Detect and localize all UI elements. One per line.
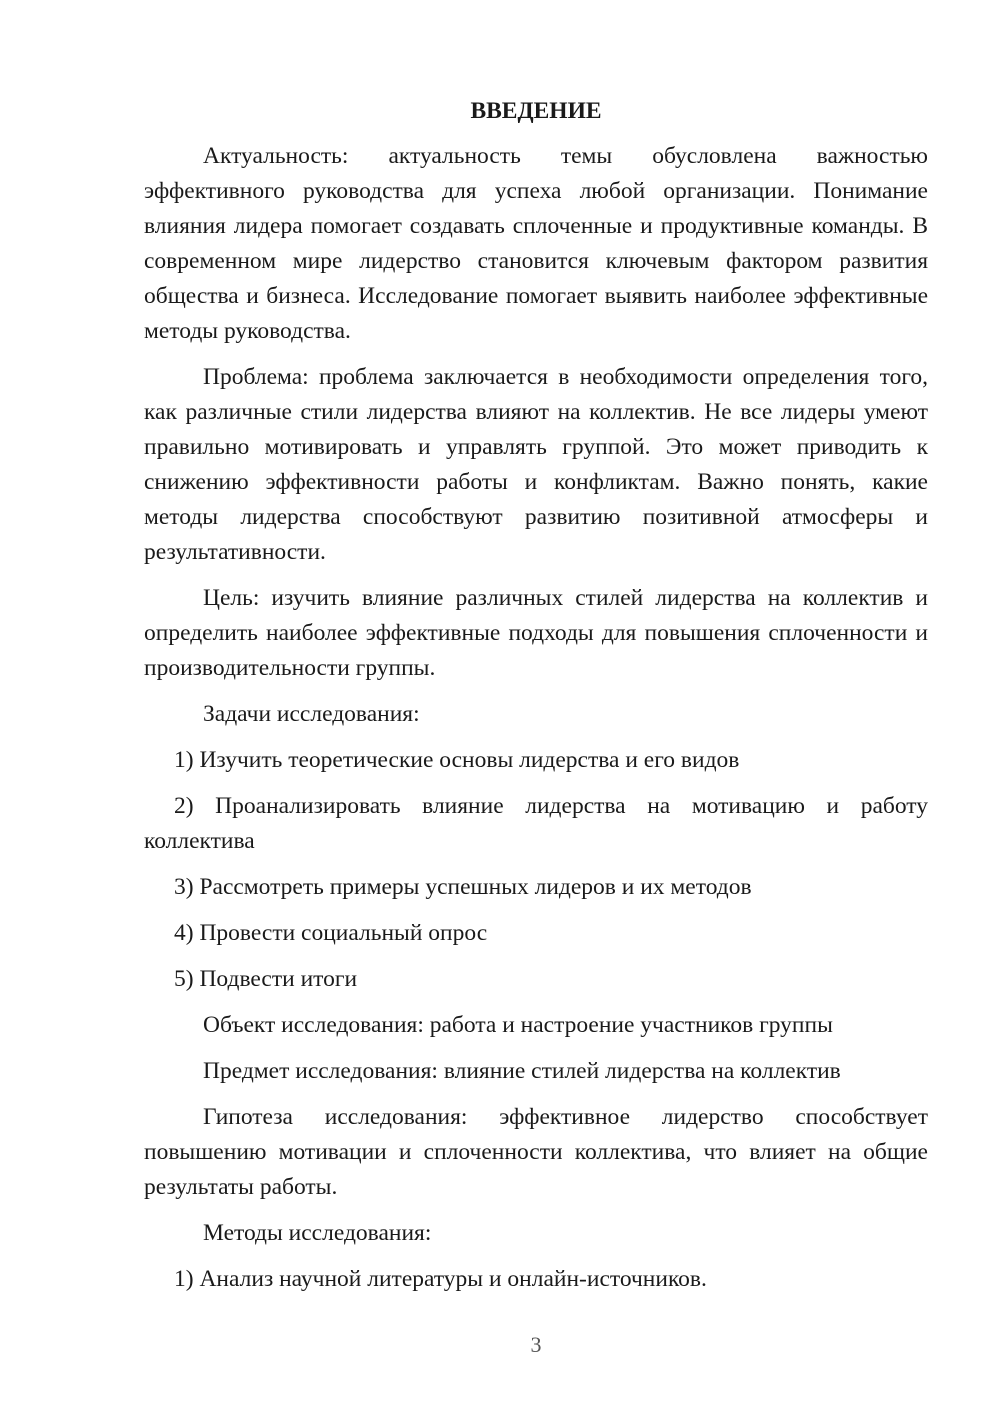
methods-heading: Методы исследования: [203, 1220, 432, 1246]
task-item-2: 2) Проанализировать влияние лидерства на мотивацию и работу коллектива [144, 793, 928, 854]
page-title: ВВЕДЕНИЕ [470, 98, 602, 124]
hypothesis-paragraph: Гипотеза исследования: эффективное лидерство способствует повышению мотивации и сплоченности коллектива, что влияет на общие результаты работы. [144, 1104, 928, 1200]
tasks-heading: Задачи исследования: [203, 701, 420, 727]
research-object: Объект исследования: работа и настроение участников группы [203, 1012, 833, 1038]
task-item-5: 5) Подвести итоги [174, 966, 358, 992]
method-item-1: 1) Анализ научной литературы и онлайн-источников. [174, 1266, 707, 1292]
relevance-paragraph: Актуальность: актуальность темы обусловлена важностью эффективного руководства для успеха любой организации. Понимание влияния лидера помогает создавать сплоченные и продуктивные команды. В современном мире лидерство становится ключевым фактором развития общества и бизнеса. Исследование помогает выявить наиболее эффективные методы руководства. [144, 143, 928, 344]
goal-paragraph: Цель: изучить влияние различных стилей лидерства на коллектив и определить наиболее эффективные подходы для повышения сплоченности и производительности группы. [144, 585, 928, 681]
task-item-1: 1) Изучить теоретические основы лидерства и его видов [174, 747, 740, 773]
document-page [144, 94, 928, 1308]
page-number: 3 [530, 1332, 542, 1357]
problem-paragraph: Проблема: проблема заключается в необходимости определения того, как различные стили лидерства влияют на коллектив. Не все лидеры умеют правильно мотивировать и управлять группой. Это может приводить к снижению эффективности работы и конфликтам. Важно понять, какие методы лидерства способствуют развитию позитивной атмосферы и результативности. [144, 364, 928, 565]
task-item-4: 4) Провести социальный опрос [174, 920, 488, 946]
task-item-3: 3) Рассмотреть примеры успешных лидеров и их методов [174, 874, 752, 900]
research-subject: Предмет исследования: влияние стилей лидерства на коллектив [203, 1058, 841, 1084]
